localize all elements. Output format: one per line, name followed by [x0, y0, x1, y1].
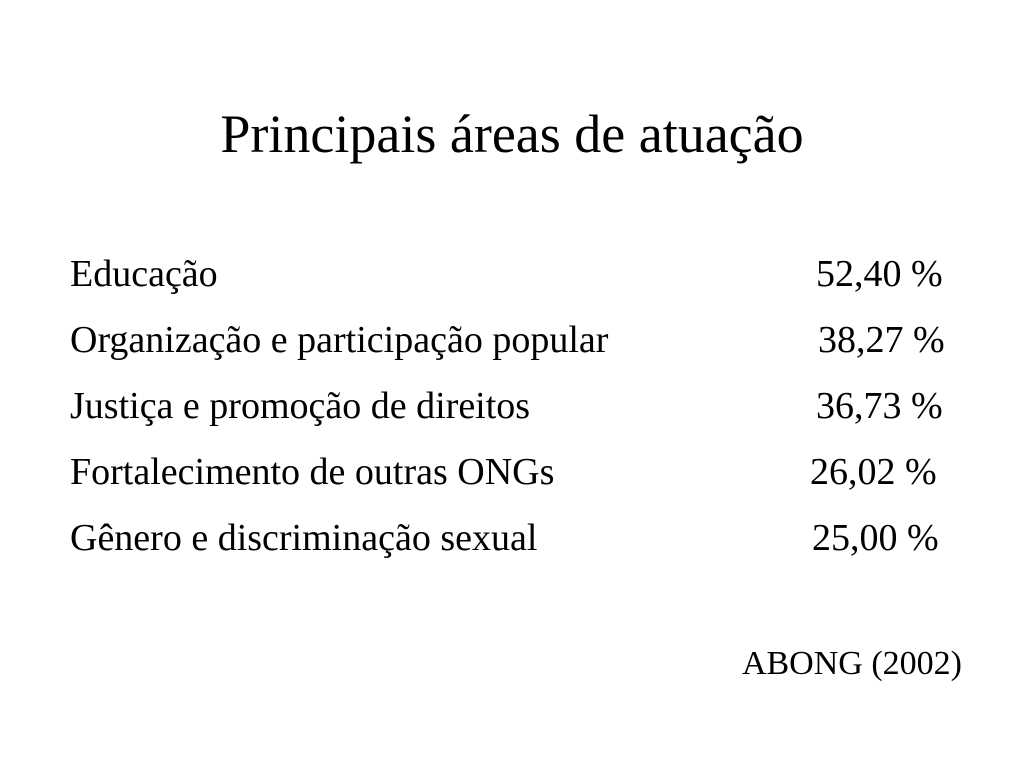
area-label: Justiça e promoção de direitos [70, 385, 531, 427]
area-label: Organização e participação popular [70, 319, 609, 361]
list-item [0, 450, 1024, 494]
area-percentage: 38,27 % [818, 319, 945, 361]
area-label: Fortalecimento de outras ONGs [70, 451, 555, 493]
list-item [0, 516, 1024, 560]
list-item [0, 318, 1024, 362]
list-item [0, 252, 1024, 296]
slide-title: Principais áreas de atuação [220, 104, 804, 164]
source-citation: ABONG (2002) [741, 645, 962, 682]
list-item [0, 384, 1024, 428]
area-percentage: 52,40 % [816, 253, 943, 295]
area-percentage: 26,02 % [810, 451, 937, 493]
area-label: Gênero e discriminação sexual [70, 517, 538, 559]
area-percentage: 25,00 % [812, 517, 939, 559]
area-label: Educação [70, 253, 218, 295]
area-percentage: 36,73 % [816, 385, 943, 427]
